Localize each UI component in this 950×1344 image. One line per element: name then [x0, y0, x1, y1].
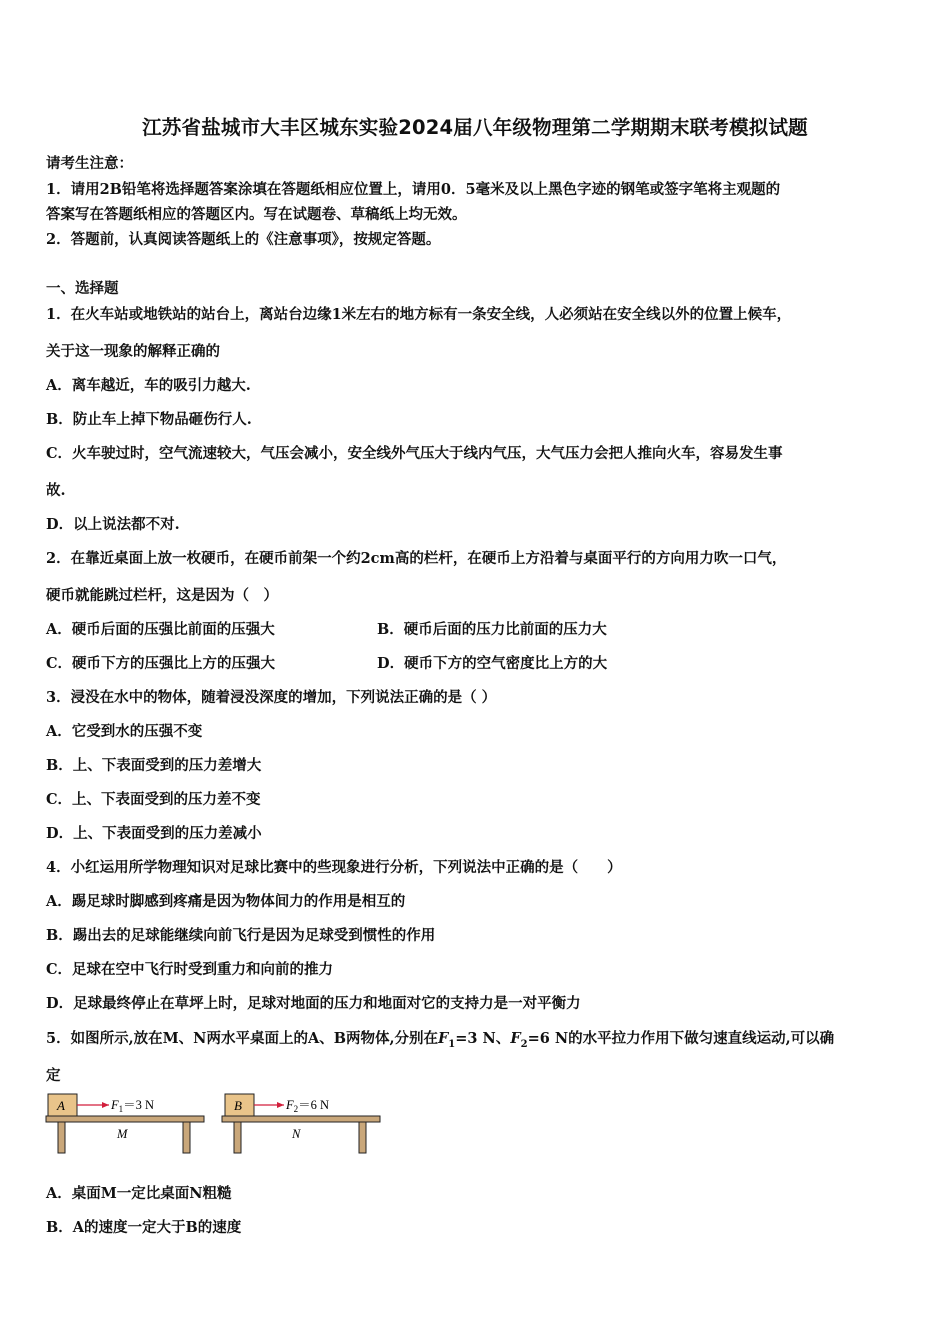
page-title: 江苏省盐城市大丰区城东实验2024届八年级物理第二学期期末联考模拟试题 [142, 116, 808, 139]
table-n-leg-left [234, 1122, 241, 1153]
force-a-symbol: F [111, 1098, 119, 1112]
force-b-label [285, 1098, 329, 1114]
q5-stem-line-2: 定 [46, 1067, 61, 1084]
q5-option-b: B．A的速度一定大于B的速度 [46, 1219, 242, 1236]
q5-f1-value: =3 N、 [455, 1030, 511, 1047]
q5-stem-text-1: 5．如图所示,放在M、N两水平桌面上的A、B两物体,分别在 [46, 1030, 438, 1047]
q5-f2-subscript: 2 [520, 1038, 528, 1050]
notice-heading: 请考生注意： [46, 155, 133, 172]
q1-option-d: D．以上说法都不对. [46, 516, 180, 533]
table-n-top [222, 1116, 380, 1122]
q4-stem: 4．小红运用所学物理知识对足球比赛中的些现象进行分析，下列说法中正确的是（ ） [46, 859, 622, 876]
table-n-leg-right [359, 1122, 366, 1153]
table-m-top [46, 1116, 204, 1122]
q5-f1-subscript: 1 [448, 1038, 456, 1050]
q1-stem-line-2: 关于这一现象的解释正确的 [46, 343, 220, 360]
q4-option-a: A．踢足球时脚感到疼痛是因为物体间力的作用是相互的 [46, 893, 406, 910]
q3-option-b: B．上、下表面受到的压力差增大 [46, 757, 262, 774]
force-a-value: ＝3 N [123, 1098, 155, 1112]
q2-option-b: B．硬币后面的压力比前面的压力大 [377, 621, 607, 638]
q3-option-c: C．上、下表面受到的压力差不变 [46, 791, 261, 808]
q5-option-a: A．桌面M一定比桌面N粗糙 [46, 1185, 232, 1202]
q3-option-a: A．它受到水的压强不变 [46, 723, 203, 740]
q1-stem-line-1: 1．在火车站或地铁站的站台上，离站台边缘1米左右的地方标有一条安全线，人必须站在安全线以外的位置上候车， [46, 306, 792, 323]
force-a-label [110, 1098, 154, 1114]
q5-f2-value: =6 N的水平拉力作用下做匀速直线运动,可以确 [527, 1030, 835, 1047]
notice-item-2: 2．答题前，认真阅读答题纸上的《注意事项》，按规定答题。 [46, 231, 441, 248]
force-b-subscript: 2 [293, 1104, 299, 1114]
q5-f1-symbol: F [438, 1030, 449, 1047]
q2-option-c: C．硬币下方的压强比上方的压强大 [46, 655, 276, 672]
q2-stem-line-2: 硬币就能跳过栏杆，这是因为（ ） [46, 587, 278, 604]
q5-figure [44, 1090, 384, 1164]
block-a-label: A [57, 1098, 65, 1113]
q5-figure-svg [44, 1090, 384, 1160]
q1-option-b: B．防止车上掉下物品砸伤行人. [46, 411, 252, 428]
q4-option-c: C．足球在空中飞行时受到重力和向前的推力 [46, 961, 334, 978]
q3-option-d: D．上、下表面受到的压力差减小 [46, 825, 262, 842]
section-heading: 一、选择题 [46, 280, 119, 297]
q1-option-c-line-2: 故. [46, 482, 66, 499]
table-m-leg-left [58, 1122, 65, 1153]
q1-option-a: A．离车越近，车的吸引力越大. [46, 377, 251, 394]
table-m-label: M [117, 1127, 128, 1141]
q5-stem-line-1 [46, 1027, 834, 1050]
q2-stem-line-1: 2．在靠近桌面上放一枚硬币，在硬币前架一个约2cm高的栏杆，在硬币上方沿着与桌面平行的方向用力吹一口气， [46, 550, 787, 567]
q2-option-a: A．硬币后面的压强比前面的压强大 [46, 621, 275, 638]
force-a-subscript: 1 [118, 1104, 124, 1114]
q3-stem: 3．浸没在水中的物体，随着浸没深度的增加，下列说法正确的是（ ） [46, 689, 497, 706]
q5-f2-symbol: F [510, 1030, 521, 1047]
force-b-symbol: F [286, 1098, 294, 1112]
q4-option-d: D．足球最终停止在草坪上时，足球对地面的压力和地面对它的支持力是一对平衡力 [46, 995, 581, 1012]
q4-option-b: B．踢出去的足球能继续向前飞行是因为足球受到惯性的作用 [46, 927, 436, 944]
block-b-label: B [234, 1098, 242, 1113]
notice-item-1-line-1: 1．请用2B铅笔将选择题答案涂填在答题纸相应位置上，请用0．5毫米及以上黑色字迹的钢笔或签字笔将主观题的 [46, 181, 781, 198]
table-m-leg-right [183, 1122, 190, 1153]
notice-item-1-line-2: 答案写在答题纸相应的答题区内。写在试题卷、草稿纸上均无效。 [46, 206, 467, 223]
table-n [222, 1116, 380, 1153]
table-n-label: N [292, 1127, 301, 1141]
force-b-value: ＝6 N [298, 1098, 330, 1112]
q1-option-c-line-1: C．火车驶过时，空气流速较大，气压会减小，安全线外气压大于线内气压，大气压力会把人推向火车，容易发生事 [46, 445, 783, 462]
q2-option-d: D．硬币下方的空气密度比上方的大 [377, 655, 608, 672]
